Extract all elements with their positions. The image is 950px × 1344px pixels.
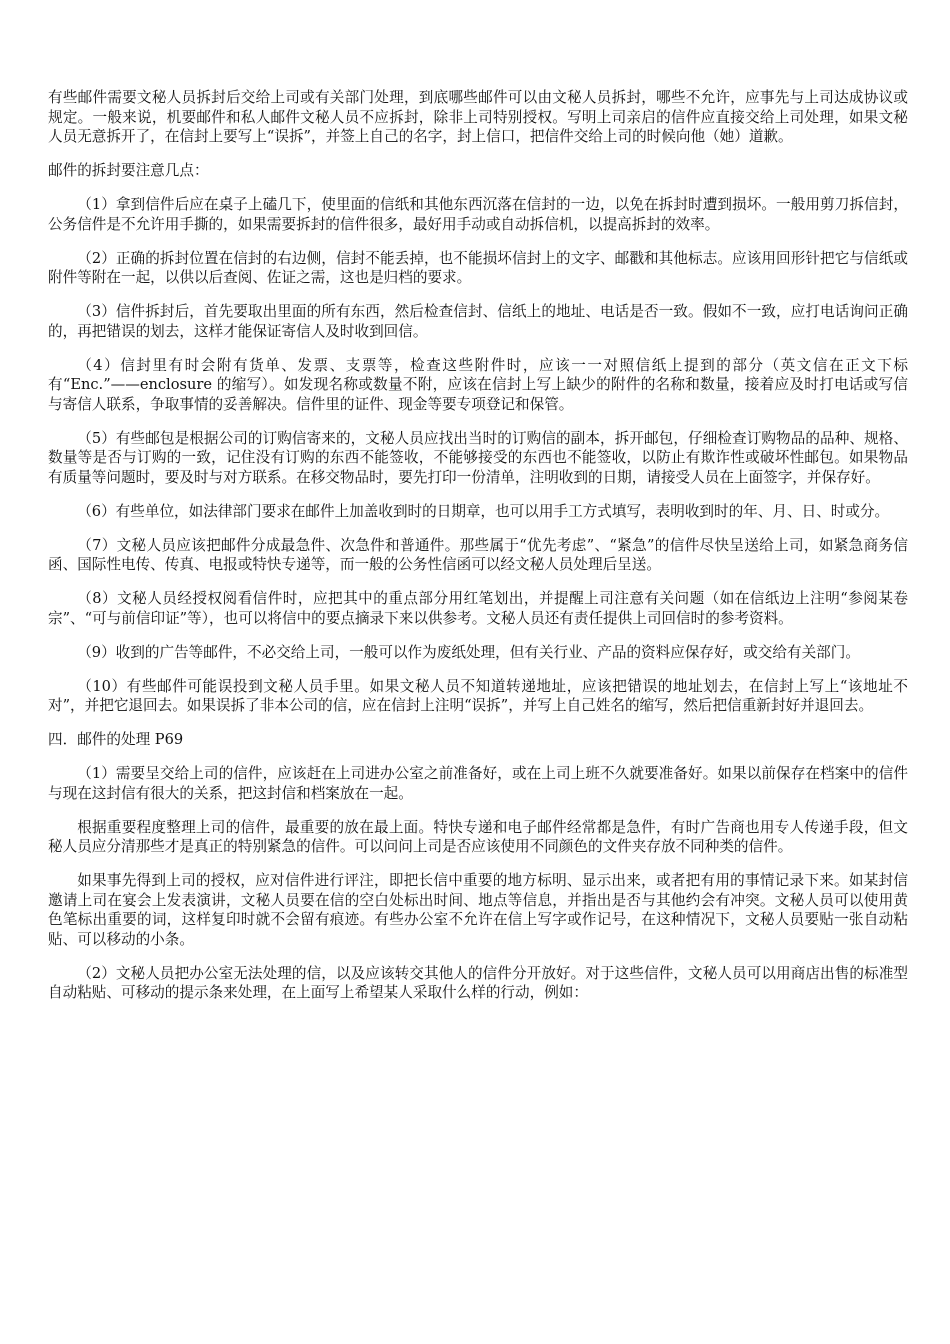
paragraph-item-1: （1）拿到信件后应在桌子上磕几下，使里面的信纸和其他东西沉落在信封的一边，以免在拆封时遭到损坏。一般用剪刀拆信封，公务信件是不允许用手撕的，如果需要拆封的信件很多，最好用手动或自动拆信机，以提高拆封的效率。: [48, 196, 908, 233]
paragraph-item-2: （2）正确的拆封位置在信封的右边侧，信封不能丢掉，也不能损坏信封上的文字、邮戳和其他标志。应该用回形针把它与信纸或附件等附在一起，以供以后查阅、佐证之需，这也是归档的要求。: [48, 249, 908, 286]
paragraph-item-3: （3）信件拆封后，首先要取出里面的所有东西，然后检查信封、信纸上的地址、电话是否一致。假如不一致，应打电话询问正确的，再把错误的划去，这样才能保证寄信人及时收到回信。: [48, 303, 908, 340]
paragraph-item-7: （7）文秘人员应该把邮件分成最急件、次急件和普通件。那些属于“优先考虑”、“紧急”的信件尽快呈送给上司，如紧急商务信函、国际性电传、传真、电报或特快专递等，而一般的公务性信函可以经文秘人员处理后呈送。: [48, 536, 908, 573]
paragraph-item-8: （8）文秘人员经授权阅看信件时，应把其中的重点部分用红笔划出，并提醒上司注意有关问题（如在信纸边上注明“参阅某卷宗”、“可与前信印证”等），也可以将信中的要点摘录下来以供参考。文秘人员还有责任提供上司回信时的参考资料。: [48, 590, 908, 627]
paragraph-processing-2: （2）文秘人员把办公室无法处理的信，以及应该转交其他人的信件分开放好。对于这些信件，文秘人员可以用商店出售的标准型自动粘贴、可移动的提示条来处理，在上面写上希望某人采取什么样的行动，例如：: [48, 964, 908, 1001]
paragraph-sort-by-importance: 根据重要程度整理上司的信件，最重要的放在最上面。特快专递和电子邮件经常都是急件，有时广告商也用专人传递手段，但文秘人员应分清那些才是真正的特别紧急的信件。可以问问上司是否应该使用不同颜色的文件夹存放不同种类的信件。: [48, 818, 908, 855]
paragraph-item-6: （6）有些单位，如法律部门要求在邮件上加盖收到时的日期章，也可以用手工方式填写，表明收到时的年、月、日、时或分。: [77, 502, 890, 520]
paragraph-item-5: （5）有些邮包是根据公司的订购信寄来的，文秘人员应找出当时的订购信的副本，拆开邮包，仔细检查订购物品的品种、规格、数量等是否与订购的一致，记住没有订购的东西不能签收，不能够接受的东西也不能签收，以防止有欺诈性或破坏性邮包。如果物品有质量等问题时，要及时与对方联系。在移交物品时，要先打印一份清单，注明收到的日期，请接受人员在上面签字，并保存好。: [48, 429, 908, 486]
paragraph-item-4: （4）信封里有时会附有货单、发票、支票等，检查这些附件时，应该一一对照信纸上提到的部分（英文信在正文下标有“Enc.”——enclosure 的缩写）。如发现名称或数量不附，应该在信封上写上缺少的附件的名称和数量，接着应及时打电话或写信与寄信人联系，争取事情的妥善解决。信件里的证件、现金等要专项登记和保管。: [48, 356, 908, 413]
paragraph-processing-1: （1）需要呈交给上司的信件，应该赶在上司进办公室之前准备好，或在上司上班不久就要准备好。如果以前保存在档案中的信件与现在这封信有很大的关系，把这封信和档案放在一起。: [48, 765, 908, 802]
paragraph-item-10: （10）有些邮件可能误投到文秘人员手里。如果文秘人员不知道转递地址，应该把错误的地址划去，在信封上写上“该地址不对”，并把它退回去。如果误拆了非本公司的信，应在信封上注明“误拆”，并写上自己姓名的缩写，然后把信重新封好并退回去。: [48, 677, 908, 714]
paragraph-annotate-letters: 如果事先得到上司的授权，应对信件进行评注，即把长信中重要的地方标明、显示出来，或者把有用的事情记录下来。如某封信邀请上司在宴会上发表演讲，文秘人员要在信的空白处标出时间、地点等信息，并指出是否与其他约会有冲突。文秘人员可以使用黄色笔标出重要的词，这样复印时就不会留有痕迹。有些办公室不允许在信上写字或作记号，在这种情况下，文秘人员要贴一张自动粘贴、可以移动的小条。: [48, 872, 908, 948]
document-body: [48, 88, 908, 1017]
paragraph-heading-opening-notes: 邮件的拆封要注意几点：: [48, 162, 209, 179]
paragraph-intro: 有些邮件需要文秘人员拆封后交给上司或有关部门处理，到底哪些邮件可以由文秘人员拆封，哪些不允许，应事先与上司达成协议或规定。一般来说，机要邮件和私人邮件文秘人员不应拆封，除非上司特别授权。写明上司亲启的信件应直接交给上司处理，如果文秘人员无意拆开了，在信封上要写上“误拆”，并签上自己的名字，封上信口，把信件交给上司的时候向他（她）道歉。: [48, 89, 908, 145]
paragraph-item-9: （9）收到的广告等邮件，不必交给上司，一般可以作为废纸处理，但有关行业、产品的资料应保存好，或交给有关部门。: [77, 643, 860, 661]
section-heading-mail-processing: 四．邮件的处理 P69: [48, 731, 184, 748]
